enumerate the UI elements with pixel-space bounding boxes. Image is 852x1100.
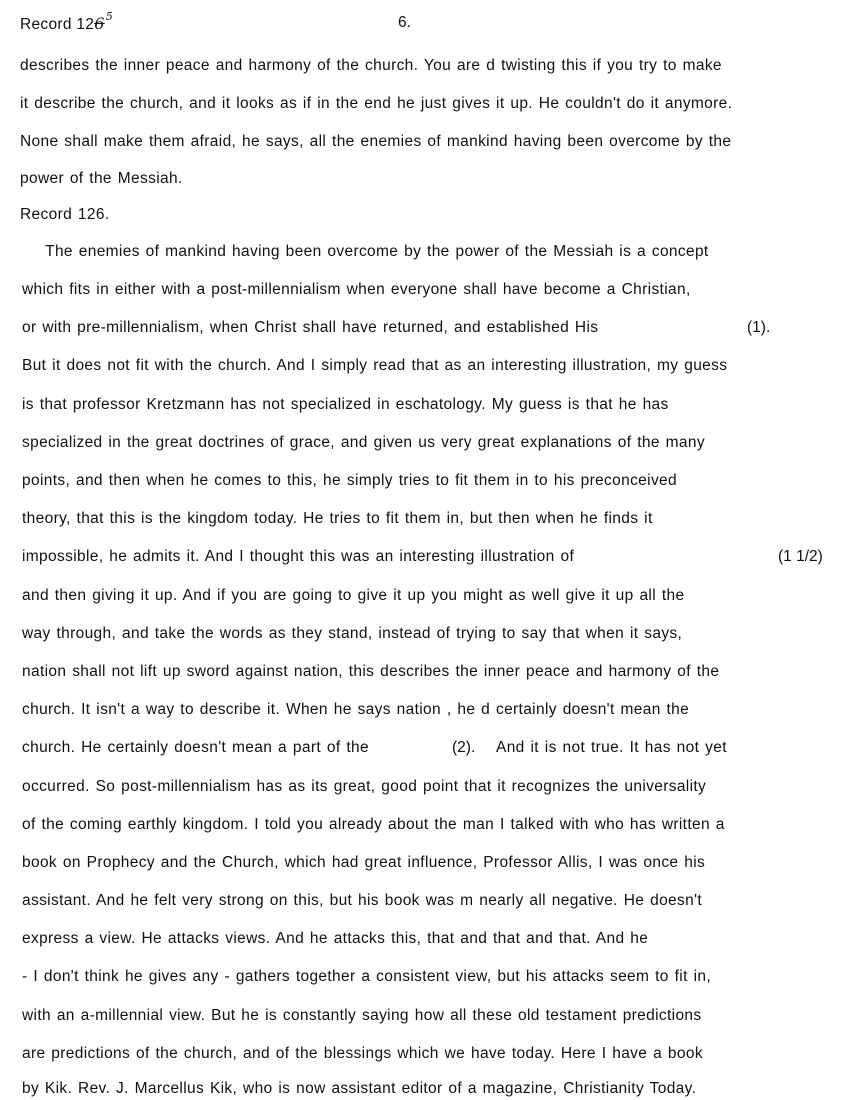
text-line: it describe the church, and it looks as if in the end he just gives it up. He couldn't do it anymore.: [20, 95, 733, 112]
record-correction-digit: 5: [105, 10, 114, 23]
text-line: nation shall not lift up sword against nation, this describes the inner peace and harmony of the: [22, 663, 720, 680]
text-line: of the coming earthly kingdom. I told you already about the man I talked with who has written a: [22, 816, 725, 833]
record-strikeout-digit: 6: [94, 14, 105, 33]
text-line: And it is not true. It has not yet: [496, 739, 727, 756]
gap-reference: (1 1/2): [778, 548, 823, 565]
page-number: 6.: [398, 14, 411, 31]
text-line: or with pre-millennialism, when Christ shall have returned, and established His: [22, 319, 599, 336]
text-line: describes the inner peace and harmony of the church. You are d twisting this if you try to make: [20, 57, 722, 74]
record-prefix: Record 12: [20, 16, 95, 33]
text-line: But it does not fit with the church. And I simply read that as an interesting illustration, my guess: [22, 357, 728, 374]
text-line: is that professor Kretzmann has not specialized in eschatology. My guess is that he has: [22, 396, 669, 413]
gap-reference: (1).: [747, 319, 771, 336]
text-line: assistant. And he felt very strong on this, but his book was m nearly all negative. He doesn't: [22, 892, 703, 909]
text-line: occurred. So post-millennialism has as its great, good point that it recognizes the universality: [22, 778, 707, 795]
text-line: points, and then when he comes to this, he simply tries to fit them in to his preconceived: [22, 472, 677, 489]
text-line: and then giving it up. And if you are going to give it up you might as well give it up all the: [22, 587, 685, 604]
text-line: None shall make them afraid, he says, all the enemies of mankind having been overcome by the: [20, 133, 732, 150]
text-line: express a view. He attacks views. And he attacks this, that and that and that. And he: [22, 930, 649, 947]
text-line: book on Prophecy and the Church, which had great influence, Professor Allis, I was once his: [22, 854, 706, 871]
text-line: - I don't think he gives any - gathers together a consistent view, but his attacks seem to fit in,: [22, 968, 711, 985]
text-line: with an a-millennial view. But he is constantly saying how all these old testament predictions: [22, 1007, 702, 1024]
text-line: way through, and take the words as they stand, instead of trying to say that when it says,: [22, 625, 683, 642]
record-heading: Record 126.: [20, 206, 110, 223]
text-line: The enemies of mankind having been overcome by the power of the Messiah is a concept: [22, 243, 709, 260]
text-line: are predictions of the church, and of the blessings which we have today. Here I have a book: [22, 1045, 703, 1062]
text-line: church. He certainly doesn't mean a part of the: [22, 739, 369, 756]
text-line: theory, that this is the kingdom today. He tries to fit them in, but then when he finds it: [22, 510, 653, 527]
text-line: church. It isn't a way to describe it. When he says nation , he d certainly doesn't mean the: [22, 701, 690, 718]
text-line: specialized in the great doctrines of grace, and given us very great explanations of the many: [22, 434, 705, 451]
text-line: by Kik. Rev. J. Marcellus Kik, who is now assistant editor of a magazine, Christianity Today.: [22, 1080, 697, 1097]
text-line: which fits in either with a post-millennialism when everyone shall have become a Christian,: [22, 281, 691, 298]
text-line: power of the Messiah.: [20, 170, 183, 187]
gap-reference: (2).: [452, 739, 476, 756]
text-line: impossible, he admits it. And I thought this was an interesting illustration of: [22, 548, 575, 565]
record-header: [20, 10, 114, 34]
